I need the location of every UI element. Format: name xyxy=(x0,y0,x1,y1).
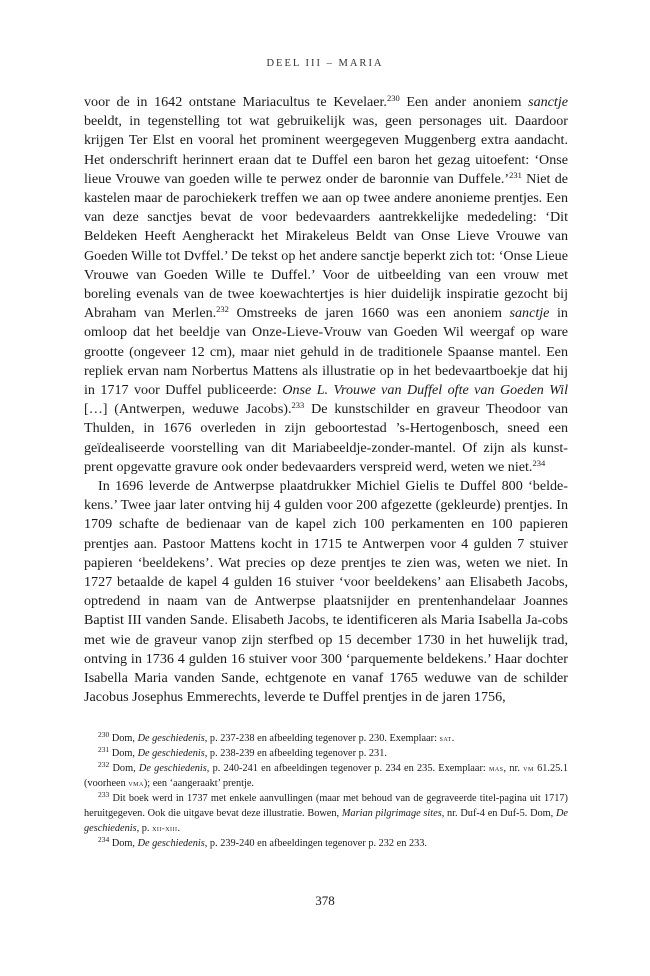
text-run: . xyxy=(177,823,181,834)
text-run: ); een ‘aangeraakt’ prentje. xyxy=(143,778,254,789)
text-run: , p. 237-238 en afbeelding tegenover p. 230. Exemplaar: xyxy=(204,733,440,744)
footnote xyxy=(84,731,568,746)
text-run: Een ander anoniem xyxy=(399,94,529,110)
small-caps-text: mas xyxy=(489,763,504,773)
paragraph xyxy=(84,477,568,707)
footnote-number: 233 xyxy=(98,790,110,799)
text-run: beeldt, in tegenstelling tot wat gebruikelijk was, geen personages uit. Daardoor krijgen Ter Elst en vooral het prominent weergegeven Muggenberg extra aandacht. Het onderschrift herinnert eraan dat te Duffel een baron het gezag uitoefent: ‘Onse lieue Vrouwe van goeden wille te perwez onder de baronnie van Duffele.’ xyxy=(84,113,568,187)
italic-text: Onse L. Vrouwe van Duffel ofte van Goeden Wil xyxy=(282,382,568,399)
small-caps-text: xii-xiii xyxy=(152,823,178,833)
text-run: De kunstschilder en graveur Theodoor van Thulden, in 1676 overleden in zijn geboortestad ’s-Hertogenbosch, sneed een geïdealiseerde voorstelling van dit Mariabeeldje-zonder-mantel. Of zijn als kunst-prent opgevatte gravure ook onder bedevaarders verspreid werd, weten we niet. xyxy=(84,401,568,475)
small-caps-text: vm xyxy=(523,763,534,773)
footnote-reference: 233 xyxy=(291,400,305,411)
text-run: Dom, xyxy=(111,733,138,744)
text-run: 61.25.1 (voorheen xyxy=(84,763,568,789)
text-run: . xyxy=(451,733,455,744)
footnote-reference: 232 xyxy=(216,304,229,315)
text-run: Omstreeks de jaren 1660 was een anoniem xyxy=(228,305,510,322)
footnote xyxy=(84,761,568,791)
running-head: DEEL III – MARIA xyxy=(266,58,384,69)
text-run: , p. 240-241 en afbeeldingen tegenover p. 234 en 235. Exemplaar: xyxy=(206,763,489,774)
text-run: in omloop dat het beeldje van Onze-Lieve-Vrouw van Goeden Wil weergaf op ware grootte (ongeveer 12 cm), maar niet gehuld in de traditionele Spaanse mantel. Een repliek ervan nam Norbertus Mattens als illustratie op in het bedevaartboekje dat hij in 1717 voor Duffel publiceerde: xyxy=(84,305,568,399)
italic-text: sanctje xyxy=(528,94,568,110)
italic-text: De geschiedenis xyxy=(84,808,568,834)
text-run: In 1696 leverde de Antwerpse plaatdrukker Michiel Gielis te Duffel 800 ‘belde-kens.’ Twee jaar later ontving hij 4 gulden voor 200 afgezette (gekleurde) prentjes. In 1709 schafte de bedienaar van de kapel zich 100 perkamenten en 100 papieren prentjes aan. Pastoor Mattens kocht in 1715 te Antwerpen voor 4 gulden 7 stuiver papieren ‘beeldekens’. Wat precies op deze prentjes te zien was, weten we niet. In 1727 betaalde de kapel 4 gulden 16 stuiver ‘voor beeldekens’ aan Elisabeth Jacobs, optredend in naam van de Antwerpse plaatsnijder en prentenhandelaar Joannes Baptist III vanden Sande. Elisabeth Jacobs, te identificeren als Maria Isabella Ja-cobs met wie de graveur vanop zijn sterfbed op 15 december 1730 in het huwelijk trad, ontving in 1736 4 gulden 16 stuiver voor 300 ‘parquemente beldekens.’ Haar dochter Isabella Maria vanden Sande, echtgenote en vanaf 1765 weduwe van de schilder Jacobus Josephus Emmerechts, leverde te Duffel prentjes in de jaren 1756, xyxy=(84,478,568,706)
text-run: Dom, xyxy=(112,763,139,774)
footnote-reference: 234 xyxy=(532,457,546,468)
text-run: , nr. xyxy=(503,763,524,774)
text-run: Dom, xyxy=(111,748,138,759)
text-run: , nr. Duf-4 en Duf-5. Dom, xyxy=(441,808,556,819)
footnote-reference: 231 xyxy=(509,169,522,180)
italic-text: De geschiedenis xyxy=(137,748,205,759)
page-number: 378 xyxy=(315,893,335,908)
text-run: Dit boek werd in 1737 met enkele aanvullingen (maar met behoud van de gegraveerde titel-pagina uit 1717) heruitgegeven. Ook die uitgave bevat deze illustratie. Bowen, xyxy=(84,793,568,819)
italic-text: Marian pilgrimage sites xyxy=(341,808,442,819)
text-run: Dom, xyxy=(111,838,138,849)
footnote xyxy=(84,746,568,761)
footnote-number: 232 xyxy=(98,760,110,769)
paragraph xyxy=(84,93,568,477)
footnote-number: 230 xyxy=(98,730,110,739)
footnote-number: 231 xyxy=(98,745,110,754)
footnote xyxy=(84,836,568,851)
italic-text: De geschiedenis xyxy=(137,838,205,849)
small-caps-text: vma xyxy=(128,778,144,788)
footnotes xyxy=(84,731,568,851)
text-run: Niet de kastelen maar de parochiekerk treffen we aan op twee andere anonieme prentjes. Een van deze sanctjes bevat de voor bedevaarders aantrekkelijke mededeling: ‘Dit Beldeken Heeft Aengherackt het Mirakeleus Beldt van Onse Lieve Vrouwe van Goeden Wille tot Dvffel.’ De tekst op het andere sanctje beperkt zich tot: ‘Onse Lieue Vrouwe van Goeden Wille te Duffel.’ Voor de uitbeelding van een vrouw met boreling evenals van de twee koewachtertjes is hier duidelijk inspiratie gezocht bij Abraham van Merlen. xyxy=(84,170,569,322)
small-caps-text: sat xyxy=(439,733,452,743)
footnote-number: 234 xyxy=(98,835,110,844)
text-run: […] (Antwerpen, weduwe Jacobs). xyxy=(84,401,292,418)
text-run: , p. 239-240 en afbeeldingen tegenover p. 232 en 233. xyxy=(204,838,427,849)
text-run: , p. 238-239 en afbeelding tegenover p. 231. xyxy=(204,748,387,759)
italic-text: De geschiedenis xyxy=(138,763,207,774)
italic-text: sanctje xyxy=(509,305,550,322)
footnote xyxy=(84,791,568,836)
italic-text: De geschiedenis xyxy=(137,733,205,744)
text-run: voor de in 1642 ontstane Mariacultus te Kevelaer. xyxy=(84,94,387,110)
body-text xyxy=(84,93,568,708)
text-run: , p. xyxy=(136,823,153,834)
footnote-reference: 230 xyxy=(386,93,400,103)
